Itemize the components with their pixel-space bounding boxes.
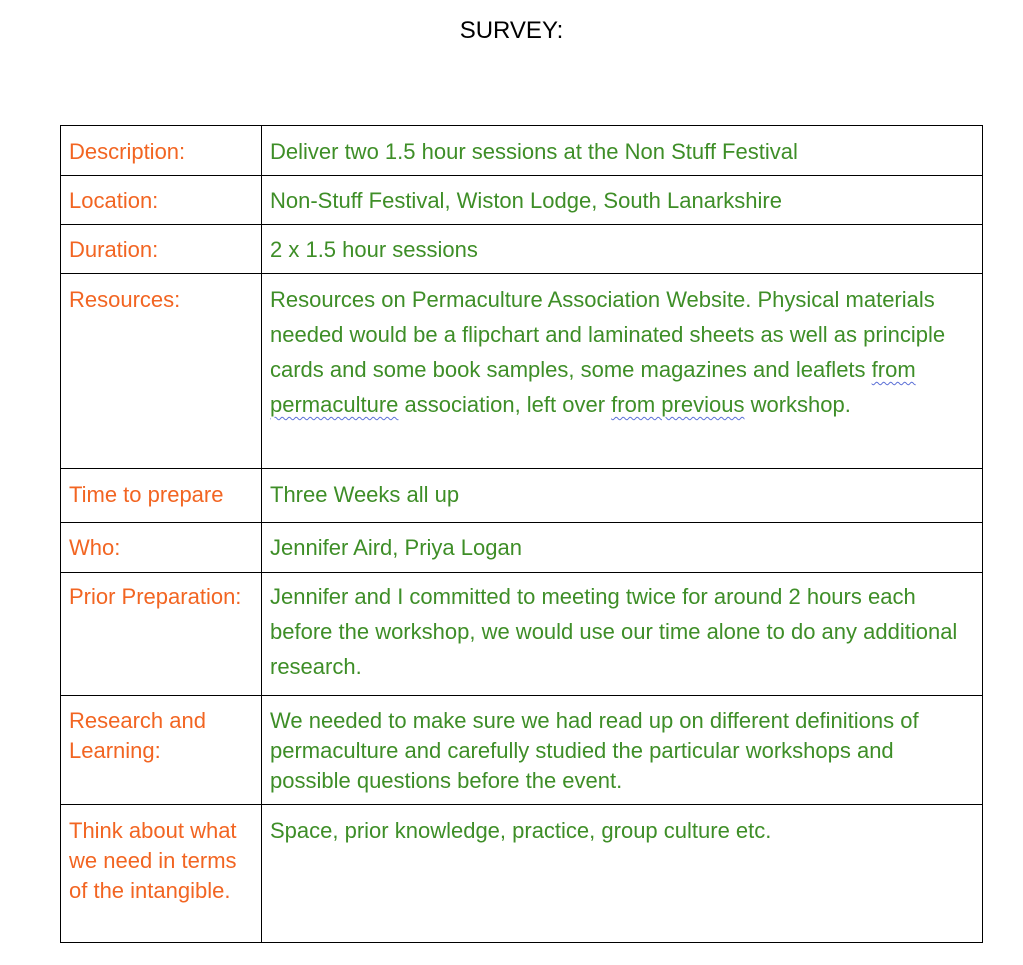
- time-to-prepare-label: Time to prepare: [61, 469, 262, 523]
- duration-label: Duration:: [61, 225, 262, 274]
- spellcheck-flag-2[interactable]: from previous: [611, 392, 745, 417]
- duration-value: 2 x 1.5 hour sessions: [262, 225, 983, 274]
- resources-text-3: workshop.: [744, 392, 851, 417]
- resources-label: Resources:: [61, 274, 262, 469]
- intangible-label: Think about what we need in terms of the intangible.: [61, 805, 262, 943]
- table-row: [61, 176, 983, 225]
- resources-text-2: association, left over: [398, 392, 612, 417]
- description-label: Description:: [61, 126, 262, 176]
- table-row: [61, 573, 983, 696]
- spellcheck-flag-1[interactable]: from permaculture: [270, 357, 916, 417]
- time-to-prepare-value: Three Weeks all up: [262, 469, 983, 523]
- location-value: Non-Stuff Festival, Wiston Lodge, South Lanarkshire: [262, 176, 983, 225]
- who-value: Jennifer Aird, Priya Logan: [262, 523, 983, 573]
- table-row: [61, 805, 983, 943]
- prior-preparation-value: Jennifer and I committed to meeting twice for around 2 hours each before the workshop, we would use our time alone to do any additional research.: [262, 573, 983, 696]
- research-learning-value: We needed to make sure we had read up on different definitions of permaculture and carefully studied the particular workshops and possible questions before the event.: [262, 696, 983, 805]
- table-row: [61, 523, 983, 573]
- table-row: [61, 225, 983, 274]
- research-learning-label: Research and Learning:: [61, 696, 262, 805]
- table-row: [61, 274, 983, 469]
- resources-value: [262, 274, 983, 469]
- table-row: [61, 469, 983, 523]
- table-row: [61, 126, 983, 176]
- survey-table: [60, 125, 983, 943]
- intangible-value: Space, prior knowledge, practice, group culture etc.: [262, 805, 983, 943]
- description-value: Deliver two 1.5 hour sessions at the Non Stuff Festival: [262, 126, 983, 176]
- page-title: SURVEY:: [459, 17, 564, 44]
- prior-preparation-label: Prior Preparation:: [61, 573, 262, 696]
- location-label: Location:: [61, 176, 262, 225]
- table-row: [61, 696, 983, 805]
- resources-text-1: Resources on Permaculture Association Website. Physical materials needed would be a flipchart and laminated sheets as well as principle cards and some book samples, some magazines and leaflets: [270, 287, 946, 382]
- who-label: Who:: [61, 523, 262, 573]
